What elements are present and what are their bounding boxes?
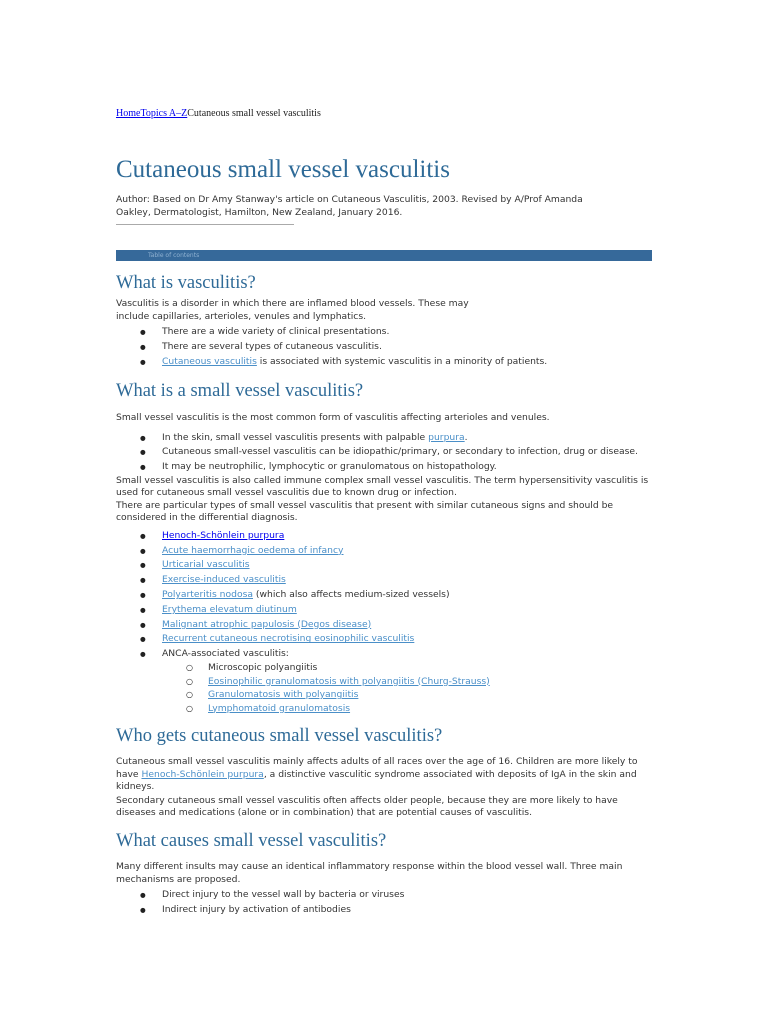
henoch-schonlein-purpura-link[interactable]: Henoch-Schönlein purpura: [162, 529, 285, 541]
list-item-text: In the skin, small vessel vasculitis presents with palpable: [162, 431, 429, 443]
breadcrumb: [116, 108, 321, 119]
section-what-is-vasculitis: [116, 273, 656, 369]
list-item: ● Direct injury to the vessel wall by bacteria or viruses: [116, 888, 656, 903]
para-line: include capillaries, arterioles, venules and lymphatics.: [116, 310, 367, 322]
section-paragraph: Many different insults may cause an identical inflammatory response within the blood vessel wall. Three main mechanisms are proposed.: [116, 861, 623, 885]
toc-label[interactable]: Table of contents: [148, 252, 200, 259]
list-item: [116, 558, 656, 573]
list-item-text: (which also affects medium-sized vessels): [253, 589, 450, 601]
acute-haemorrhagic-oedema-link[interactable]: Acute haemorrhagic oedema of infancy: [162, 544, 344, 556]
list-item: [116, 603, 656, 618]
list-item: ● Indirect injury by activation of antibodies: [116, 903, 656, 918]
sub-list-item: [116, 675, 656, 689]
breadcrumb-topics-link[interactable]: Topics A–Z: [140, 108, 188, 119]
list-item: [116, 573, 656, 588]
bullet-list: [116, 431, 656, 475]
lymphomatoid-granulomatosis-link[interactable]: Lymphomatoid granulomatosis: [208, 702, 351, 714]
list-item: [116, 618, 656, 633]
polyarteritis-nodosa-link[interactable]: Polyarteritis nodosa: [162, 589, 253, 601]
exercise-induced-vasculitis-link[interactable]: Exercise-induced vasculitis: [162, 574, 286, 586]
sub-list-item: ○ Microscopic polyangiitis: [116, 661, 656, 675]
breadcrumb-home-link[interactable]: Home: [116, 108, 141, 119]
sub-list-item: [116, 702, 656, 716]
list-item: ● ANCA-associated vasculitis:: [116, 647, 656, 662]
urticarial-vasculitis-link[interactable]: Urticarial vasculitis: [162, 559, 250, 571]
list-item: ● There are a wide variety of clinical presentations.: [116, 325, 656, 340]
bullet-list: [116, 888, 656, 918]
section-what-causes: [116, 831, 656, 918]
para-line: Vasculitis is a disorder in which there are inflamed blood vessels. These may: [116, 298, 469, 309]
list-item: [116, 355, 656, 370]
cutaneous-vasculitis-link[interactable]: Cutaneous vasculitis: [162, 355, 257, 367]
list-item: [116, 529, 656, 544]
section-what-is-small-vessel-vasculitis: [116, 381, 656, 715]
list-item: [116, 632, 656, 647]
section-paragraph: [116, 756, 656, 794]
erythema-elevatum-diutinum-link[interactable]: Erythema elevatum diutinum: [162, 603, 297, 615]
granulomatosis-with-polyangiitis-link[interactable]: Granulomatosis with polyangiitis: [208, 689, 359, 701]
sub-list-item: [116, 688, 656, 702]
breadcrumb-current: Cutaneous small vessel vasculitis: [187, 108, 321, 119]
egpa-link[interactable]: Eosinophilic granulomatosis with polyangiitis (Churg-Strauss): [208, 675, 490, 687]
section-paragraph: [116, 298, 656, 323]
list-item: [116, 588, 656, 603]
anca-sublist: [116, 661, 656, 715]
section-paragraph: Small vessel vasculitis is also called immune complex small vessel vasculitis. The term hypersensitivity vasculitis is used for cutaneous small vessel vasculitis due to known drug or infection.: [116, 474, 649, 499]
section-who-gets: [116, 726, 656, 820]
para-text: , a distinctive vasculitic syndrome associated with deposits of IgA in the skin and kidneys.: [116, 768, 637, 792]
henoch-schonlein-purpura-link[interactable]: Henoch-Schönlein purpura: [141, 768, 264, 780]
section-paragraph: Secondary cutaneous small vessel vasculitis often affects older people, because they are more likely to have diseases and medications (alone or in combination) that are potential causes of vasculitis.: [116, 794, 618, 818]
section-paragraph: There are particular types of small vessel vasculitis that present with similar cutaneous signs and should be considered in the differential diagnosis.: [116, 499, 614, 524]
bullet-list: [116, 325, 656, 369]
para-text: Cutaneous small vessel vasculitis mainly affects adults of all races over the age of 16. Children are more likely to have: [116, 756, 638, 780]
list-item: ● There are several types of cutaneous vasculitis.: [116, 340, 656, 355]
list-item: ● Cutaneous small-vessel vasculitis can be idiopathic/primary, or secondary to infection, drug or disease.: [116, 445, 656, 460]
table-of-contents-bar[interactable]: [116, 250, 652, 261]
recurrent-eosinophilic-vasculitis-link[interactable]: Recurrent cutaneous necrotising eosinophilic vasculitis: [162, 633, 415, 645]
section-heading: What is vasculitis?: [116, 273, 256, 293]
section-heading: What is a small vessel vasculitis?: [116, 381, 364, 401]
malignant-atrophic-papulosis-link[interactable]: Malignant atrophic papulosis (Degos disease): [162, 618, 372, 630]
list-item: [116, 544, 656, 559]
list-item-text: .: [464, 431, 468, 443]
list-item-text: is associated with systemic vasculitis in a minority of patients.: [256, 355, 548, 367]
section-heading: Who gets cutaneous small vessel vasculitis?: [116, 726, 443, 746]
section-paragraph: Small vessel vasculitis is the most common form of vasculitis affecting arterioles and venules.: [116, 412, 550, 423]
page-title: Cutaneous small vessel vasculitis: [116, 156, 450, 183]
list-item: ● It may be neutrophilic, lymphocytic or granulomatous on histopathology.: [116, 460, 656, 475]
vasculitis-types-list: [116, 529, 656, 662]
divider: [116, 224, 294, 225]
purpura-link[interactable]: purpura: [428, 431, 465, 443]
section-heading: What causes small vessel vasculitis?: [116, 831, 387, 851]
list-item: [116, 431, 656, 446]
author-credit: Author: Based on Dr Amy Stanway's article on Cutaneous Vasculitis, 2003. Revised by A/Prof Amanda Oakley, Dermatologist, Hamilton, New Zealand, January 2016.: [116, 194, 583, 218]
